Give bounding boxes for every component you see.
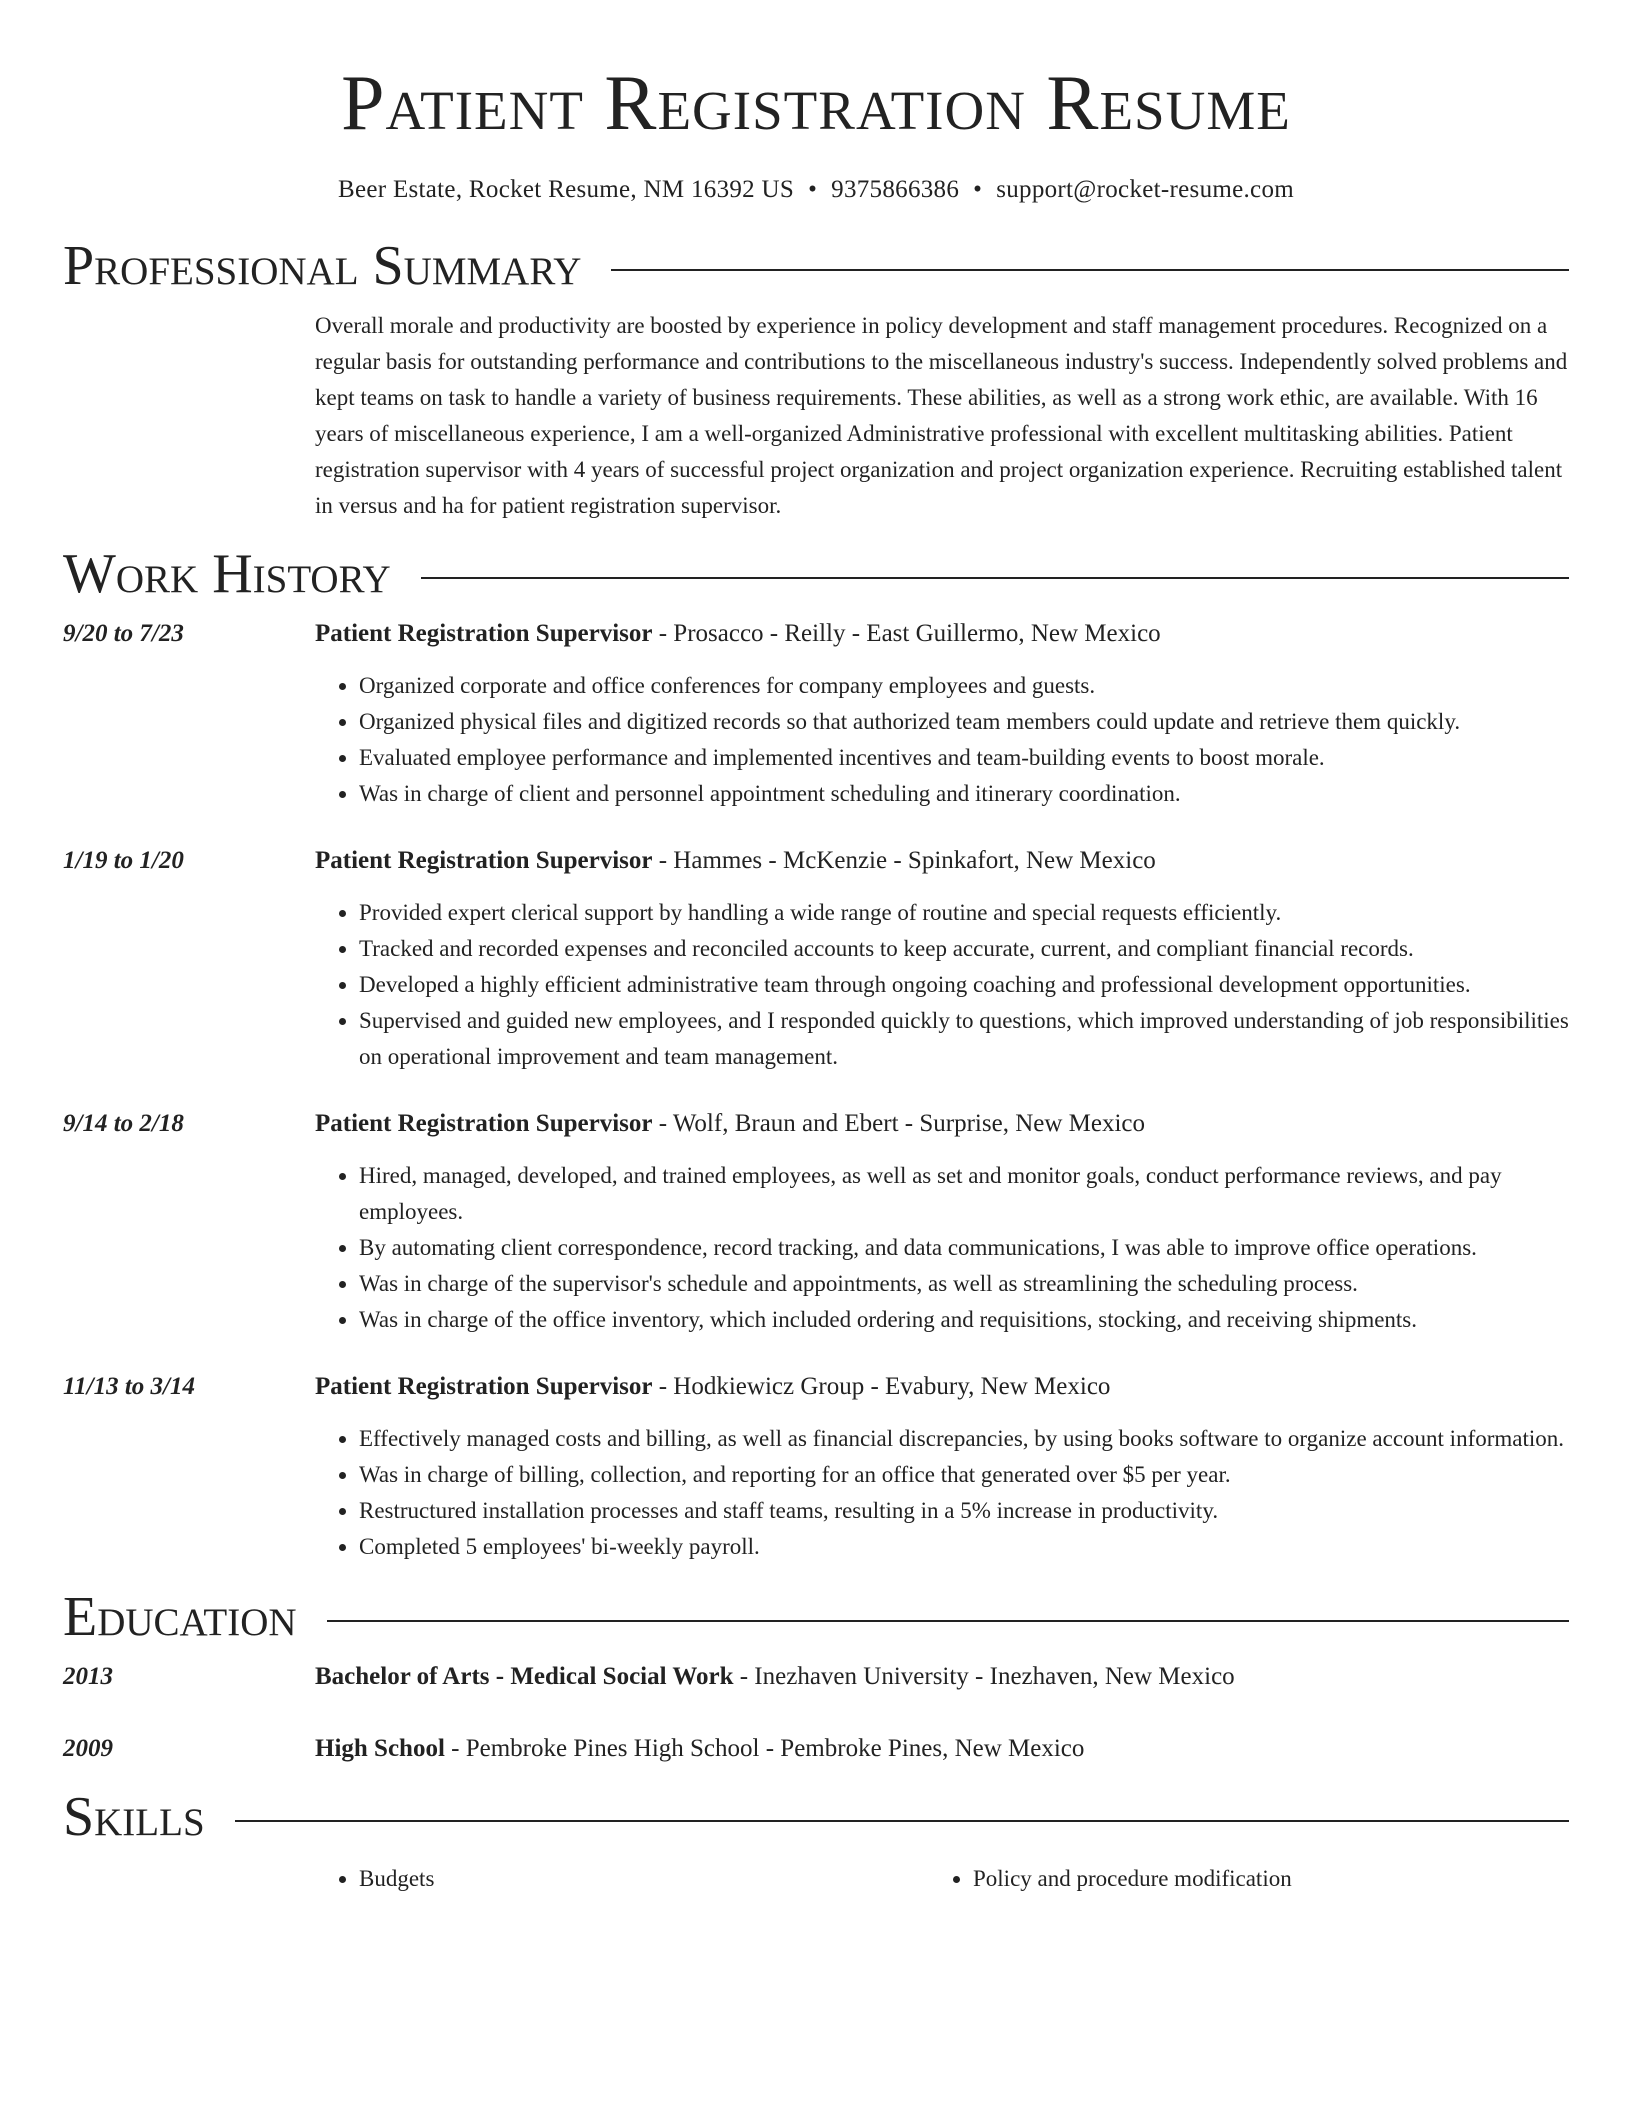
work-section-header: [63, 543, 1569, 605]
skills-column-left: [315, 1861, 929, 1897]
job-title: Patient Registration Supervisor: [315, 620, 653, 647]
skills-section-header: [63, 1786, 1569, 1848]
job-employer: - Prosacco - Reilly - East Guillermo, New Mexico: [652, 620, 1161, 647]
list-item: • Evaluated employee performance and implemented incentives and team-building events to boost morale.: [359, 740, 1569, 776]
summary-text: Overall morale and productivity are boosted by experience in policy development and staff management procedures. Recognized on a regular basis for outstanding performance and contributions to the miscellaneous industry's success. Independently solved problems and kept teams on task to handle a variety of business requirements. These abilities, as well as a strong work ethic, are available. With 16 years of miscellaneous experience, I am a well-organized Administrative professional with excellent multitasking abilities. Patient registration supervisor with 4 years of successful project organization and project organization experience. Recruiting established talent in versus and ha for patient registration supervisor.: [315, 313, 1568, 518]
job-entry: [63, 1369, 1569, 1565]
list-item: • Organized corporate and office conferences for company employees and guests.: [359, 668, 1569, 704]
work-heading: Work History: [63, 543, 391, 605]
job-title: Patient Registration Supervisor: [315, 847, 653, 874]
list-item: • Was in charge of the office inventory, which included ordering and requisitions, stocking, and receiving shipments.: [359, 1302, 1569, 1338]
job-employer: - Wolf, Braun and Ebert - Surprise, New Mexico: [652, 1110, 1146, 1137]
summary-section-header: [63, 235, 1569, 297]
education-school: - Inezhaven University - Inezhaven, New Mexico: [733, 1663, 1235, 1690]
contact-address: Beer Estate, Rocket Resume, NM 16392 US: [338, 176, 795, 203]
education-detail: [315, 1731, 1084, 1767]
education-date: 2009: [63, 1735, 113, 1762]
job-date: 11/13 to 3/14: [63, 1373, 195, 1400]
job-entry: [63, 1106, 1569, 1338]
list-item: • Supervised and guided new employees, and I responded quickly to questions, which improved understanding of job responsibilities on operational improvement and team management.: [359, 1003, 1569, 1075]
job-title: Patient Registration Supervisor: [315, 1373, 653, 1400]
list-item: • Organized physical files and digitized records so that authorized team members could update and retrieve them quickly.: [359, 704, 1569, 740]
skills-list: [315, 1861, 1569, 1897]
education-degree: High School: [315, 1735, 445, 1762]
list-item: • Was in charge of billing, collection, and reporting for an office that generated over $5 per year.: [359, 1457, 1569, 1493]
education-degree: Bachelor of Arts - Medical Social Work: [315, 1663, 734, 1690]
job-body: [315, 843, 1569, 1075]
education-date: 2013: [63, 1663, 113, 1690]
job-body: [315, 616, 1569, 812]
list-item: • Hired, managed, developed, and trained employees, as well as set and monitor goals, conduct performance reviews, and pay employees.: [359, 1158, 1569, 1230]
skills-heading: Skills: [63, 1786, 205, 1848]
contact-line: [63, 176, 1569, 204]
skill-item: • Budgets: [359, 1861, 929, 1897]
contact-separator: •: [808, 176, 818, 203]
job-title-line: [315, 616, 1569, 652]
job-body: [315, 1369, 1569, 1565]
list-item: • Was in charge of the supervisor's schedule and appointments, as well as streamlining the scheduling process.: [359, 1266, 1569, 1302]
list-item: • By automating client correspondence, record tracking, and data communications, I was able to improve office operations.: [359, 1230, 1569, 1266]
job-date: 9/14 to 2/18: [63, 1110, 184, 1137]
list-item: • Tracked and recorded expenses and reconciled accounts to keep accurate, current, and compliant financial records.: [359, 931, 1569, 967]
section-divider: [327, 1620, 1569, 1622]
job-title-line: [315, 843, 1569, 879]
skill-item: • Policy and procedure modification: [973, 1861, 1543, 1897]
contact-separator: •: [973, 176, 983, 203]
list-item: • Provided expert clerical support by handling a wide range of routine and special requests efficiently.: [359, 895, 1569, 931]
education-detail: [315, 1659, 1235, 1695]
section-divider: [235, 1820, 1569, 1822]
job-bullets: [315, 895, 1569, 1075]
job-bullets: [315, 668, 1569, 812]
education-entry: [63, 1731, 1569, 1767]
list-item: • Effectively managed costs and billing, as well as financial discrepancies, by using books software to organize account information.: [359, 1421, 1569, 1457]
education-entry: [63, 1659, 1569, 1695]
education-heading: Education: [63, 1586, 297, 1648]
summary-heading: Professional Summary: [63, 235, 582, 297]
contact-email: support@rocket-resume.com: [996, 176, 1294, 203]
skills-column-right: [929, 1861, 1543, 1897]
job-employer: - Hodkiewicz Group - Evabury, New Mexico: [652, 1373, 1111, 1400]
list-item: • Completed 5 employees' bi-weekly payroll.: [359, 1529, 1569, 1565]
job-date: 9/20 to 7/23: [63, 620, 184, 647]
job-entry: [63, 616, 1569, 812]
contact-phone: 9375866386: [831, 176, 960, 203]
section-divider: [421, 577, 1569, 579]
job-entry: [63, 843, 1569, 1075]
resume-name: Patient Registration Resume: [341, 59, 1291, 146]
job-body: [315, 1106, 1569, 1338]
list-item: • Developed a highly efficient administrative team through ongoing coaching and professional development opportunities.: [359, 967, 1569, 1003]
job-bullets: [315, 1158, 1569, 1338]
job-title: Patient Registration Supervisor: [315, 1110, 653, 1137]
education-school: - Pembroke Pines High School - Pembroke Pines, New Mexico: [444, 1735, 1085, 1762]
section-divider: [611, 269, 1569, 271]
job-title-line: [315, 1369, 1569, 1405]
education-section-header: [63, 1586, 1569, 1648]
job-bullets: [315, 1421, 1569, 1565]
job-employer: - Hammes - McKenzie - Spinkafort, New Mexico: [652, 847, 1156, 874]
job-title-line: [315, 1106, 1569, 1142]
job-date: 1/19 to 1/20: [63, 847, 184, 874]
list-item: • Restructured installation processes and staff teams, resulting in a 5% increase in productivity.: [359, 1493, 1569, 1529]
list-item: • Was in charge of client and personnel appointment scheduling and itinerary coordination.: [359, 776, 1569, 812]
